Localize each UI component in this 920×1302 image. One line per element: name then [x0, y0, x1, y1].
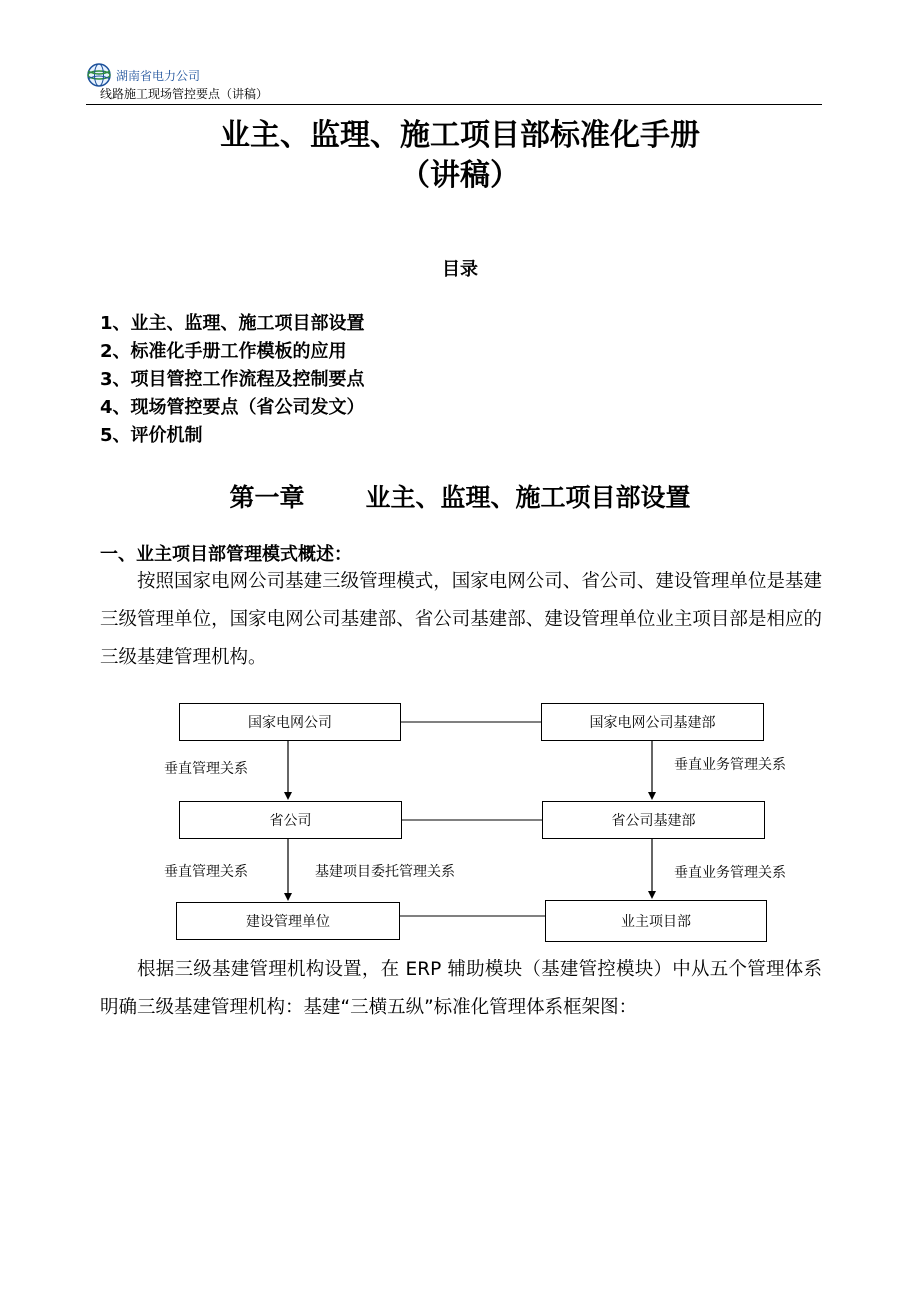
toc-heading: 目录	[442, 259, 478, 280]
toc-item: 1、业主、监理、施工项目部设置	[100, 313, 365, 334]
toc-item: 2、标准化手册工作模板的应用	[100, 341, 347, 362]
relation-label: 垂直管理关系	[164, 761, 248, 777]
company-name: 湖南省电力公司	[116, 69, 201, 83]
body-paragraph: 按照国家电网公司基建三级管理模式，国家电网公司、省公司、建设管理单位是基建三级管理单位，国家电网公司基建部、省公司基建部、建设管理单位业主项目部是相应的三级基建管理机构。	[100, 571, 822, 668]
toc-item: 3、项目管控工作流程及控制要点	[100, 369, 365, 390]
header-subtitle: 线路施工现场管控要点（讲稿）	[100, 87, 269, 101]
toc-item: 5、评价机制	[100, 425, 203, 446]
relation-label: 垂直管理关系	[164, 864, 248, 880]
relation-label: 垂直业务管理关系	[674, 865, 786, 881]
body-paragraph: 根据三级基建管理机构设置，在 ERP 辅助模块（基建管控模块）中从五个管理体系明确三级基建管理机构：基建“三横五纵”标准化管理体系框架图：	[100, 959, 822, 1018]
relation-label: 垂直业务管理关系	[674, 757, 786, 773]
chapter-title: 业主、监理、施工项目部设置	[365, 483, 691, 512]
section-heading: 一、业主项目部管理模式概述：	[100, 544, 352, 565]
box-sgcc-infra: 国家电网公司基建部	[541, 703, 764, 741]
box-owner-dept: 业主项目部	[545, 900, 767, 942]
box-province-infra: 省公司基建部	[542, 801, 765, 839]
toc-item: 4、现场管控要点（省公司发文）	[100, 397, 365, 418]
chapter-label: 第一章	[229, 483, 305, 512]
box-construction-unit: 建设管理单位	[176, 902, 400, 940]
relation-label: 基建项目委托管理关系	[315, 864, 455, 880]
box-province: 省公司	[179, 801, 402, 839]
page-title: 业主、监理、施工项目部标准化手册	[220, 118, 700, 153]
page-title-note: （讲稿）	[400, 158, 520, 193]
box-sgcc: 国家电网公司	[179, 703, 401, 741]
